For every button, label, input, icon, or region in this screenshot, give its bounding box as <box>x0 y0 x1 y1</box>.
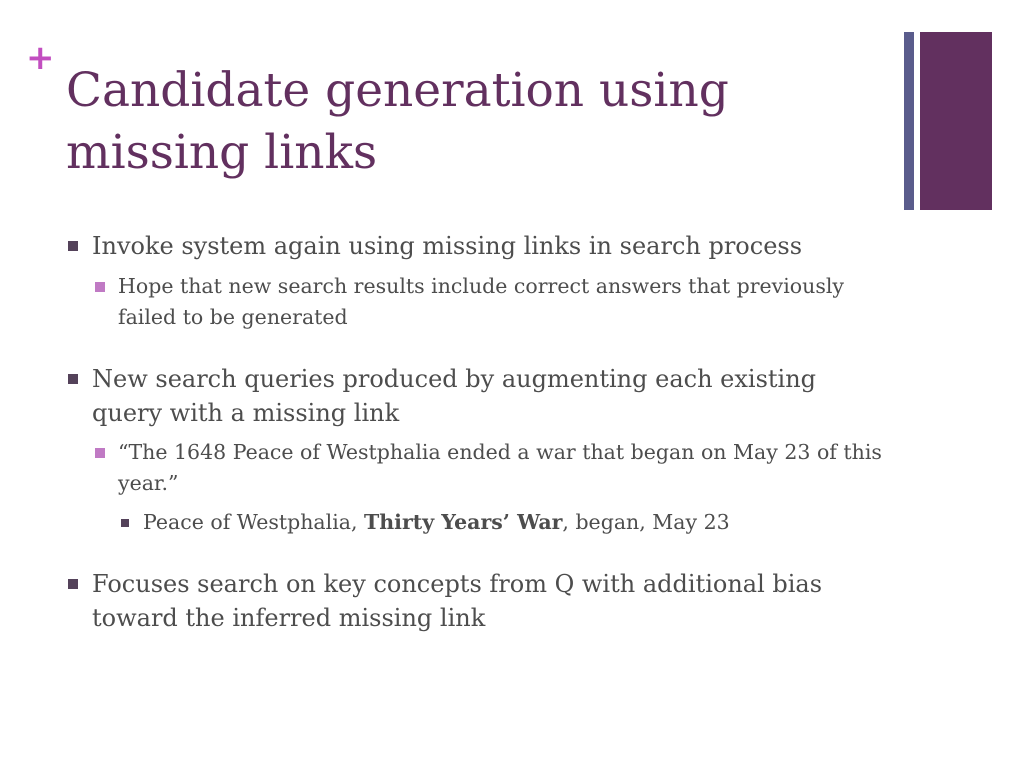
bullet-text: , began, May 23 <box>562 510 730 534</box>
bullet-level1: Invoke system again using missing links in search process <box>92 232 803 260</box>
bullet-square-icon <box>121 519 129 527</box>
decorative-bar-thick <box>920 32 992 210</box>
bullet-square-icon <box>68 241 78 251</box>
decorative-bar-thin <box>904 32 914 210</box>
bullet-level1: New search queries produced by augmenting each existing query with a missing link <box>92 365 817 427</box>
bullet-text: Peace of Westphalia, <box>143 510 365 534</box>
bullet-square-icon <box>95 282 105 292</box>
bullet-square-icon <box>95 448 105 458</box>
bullet-square-icon <box>68 579 78 589</box>
plus-icon: + <box>26 38 55 78</box>
bullet-level2: “The 1648 Peace of Westphalia ended a war that began on May 23 of this year.” <box>118 440 882 495</box>
bullet-square-icon <box>68 374 78 384</box>
bullet-text-bold: Thirty Years’ War <box>364 510 563 534</box>
bullet-level1: Focuses search on key concepts from Q with additional bias toward the inferred missing link <box>92 570 823 632</box>
bullet-level3 <box>143 507 893 538</box>
slide-title: Candidate generation using missing links <box>66 63 729 180</box>
bullet-level2: Hope that new search results include correct answers that previously failed to be generated <box>118 274 844 329</box>
